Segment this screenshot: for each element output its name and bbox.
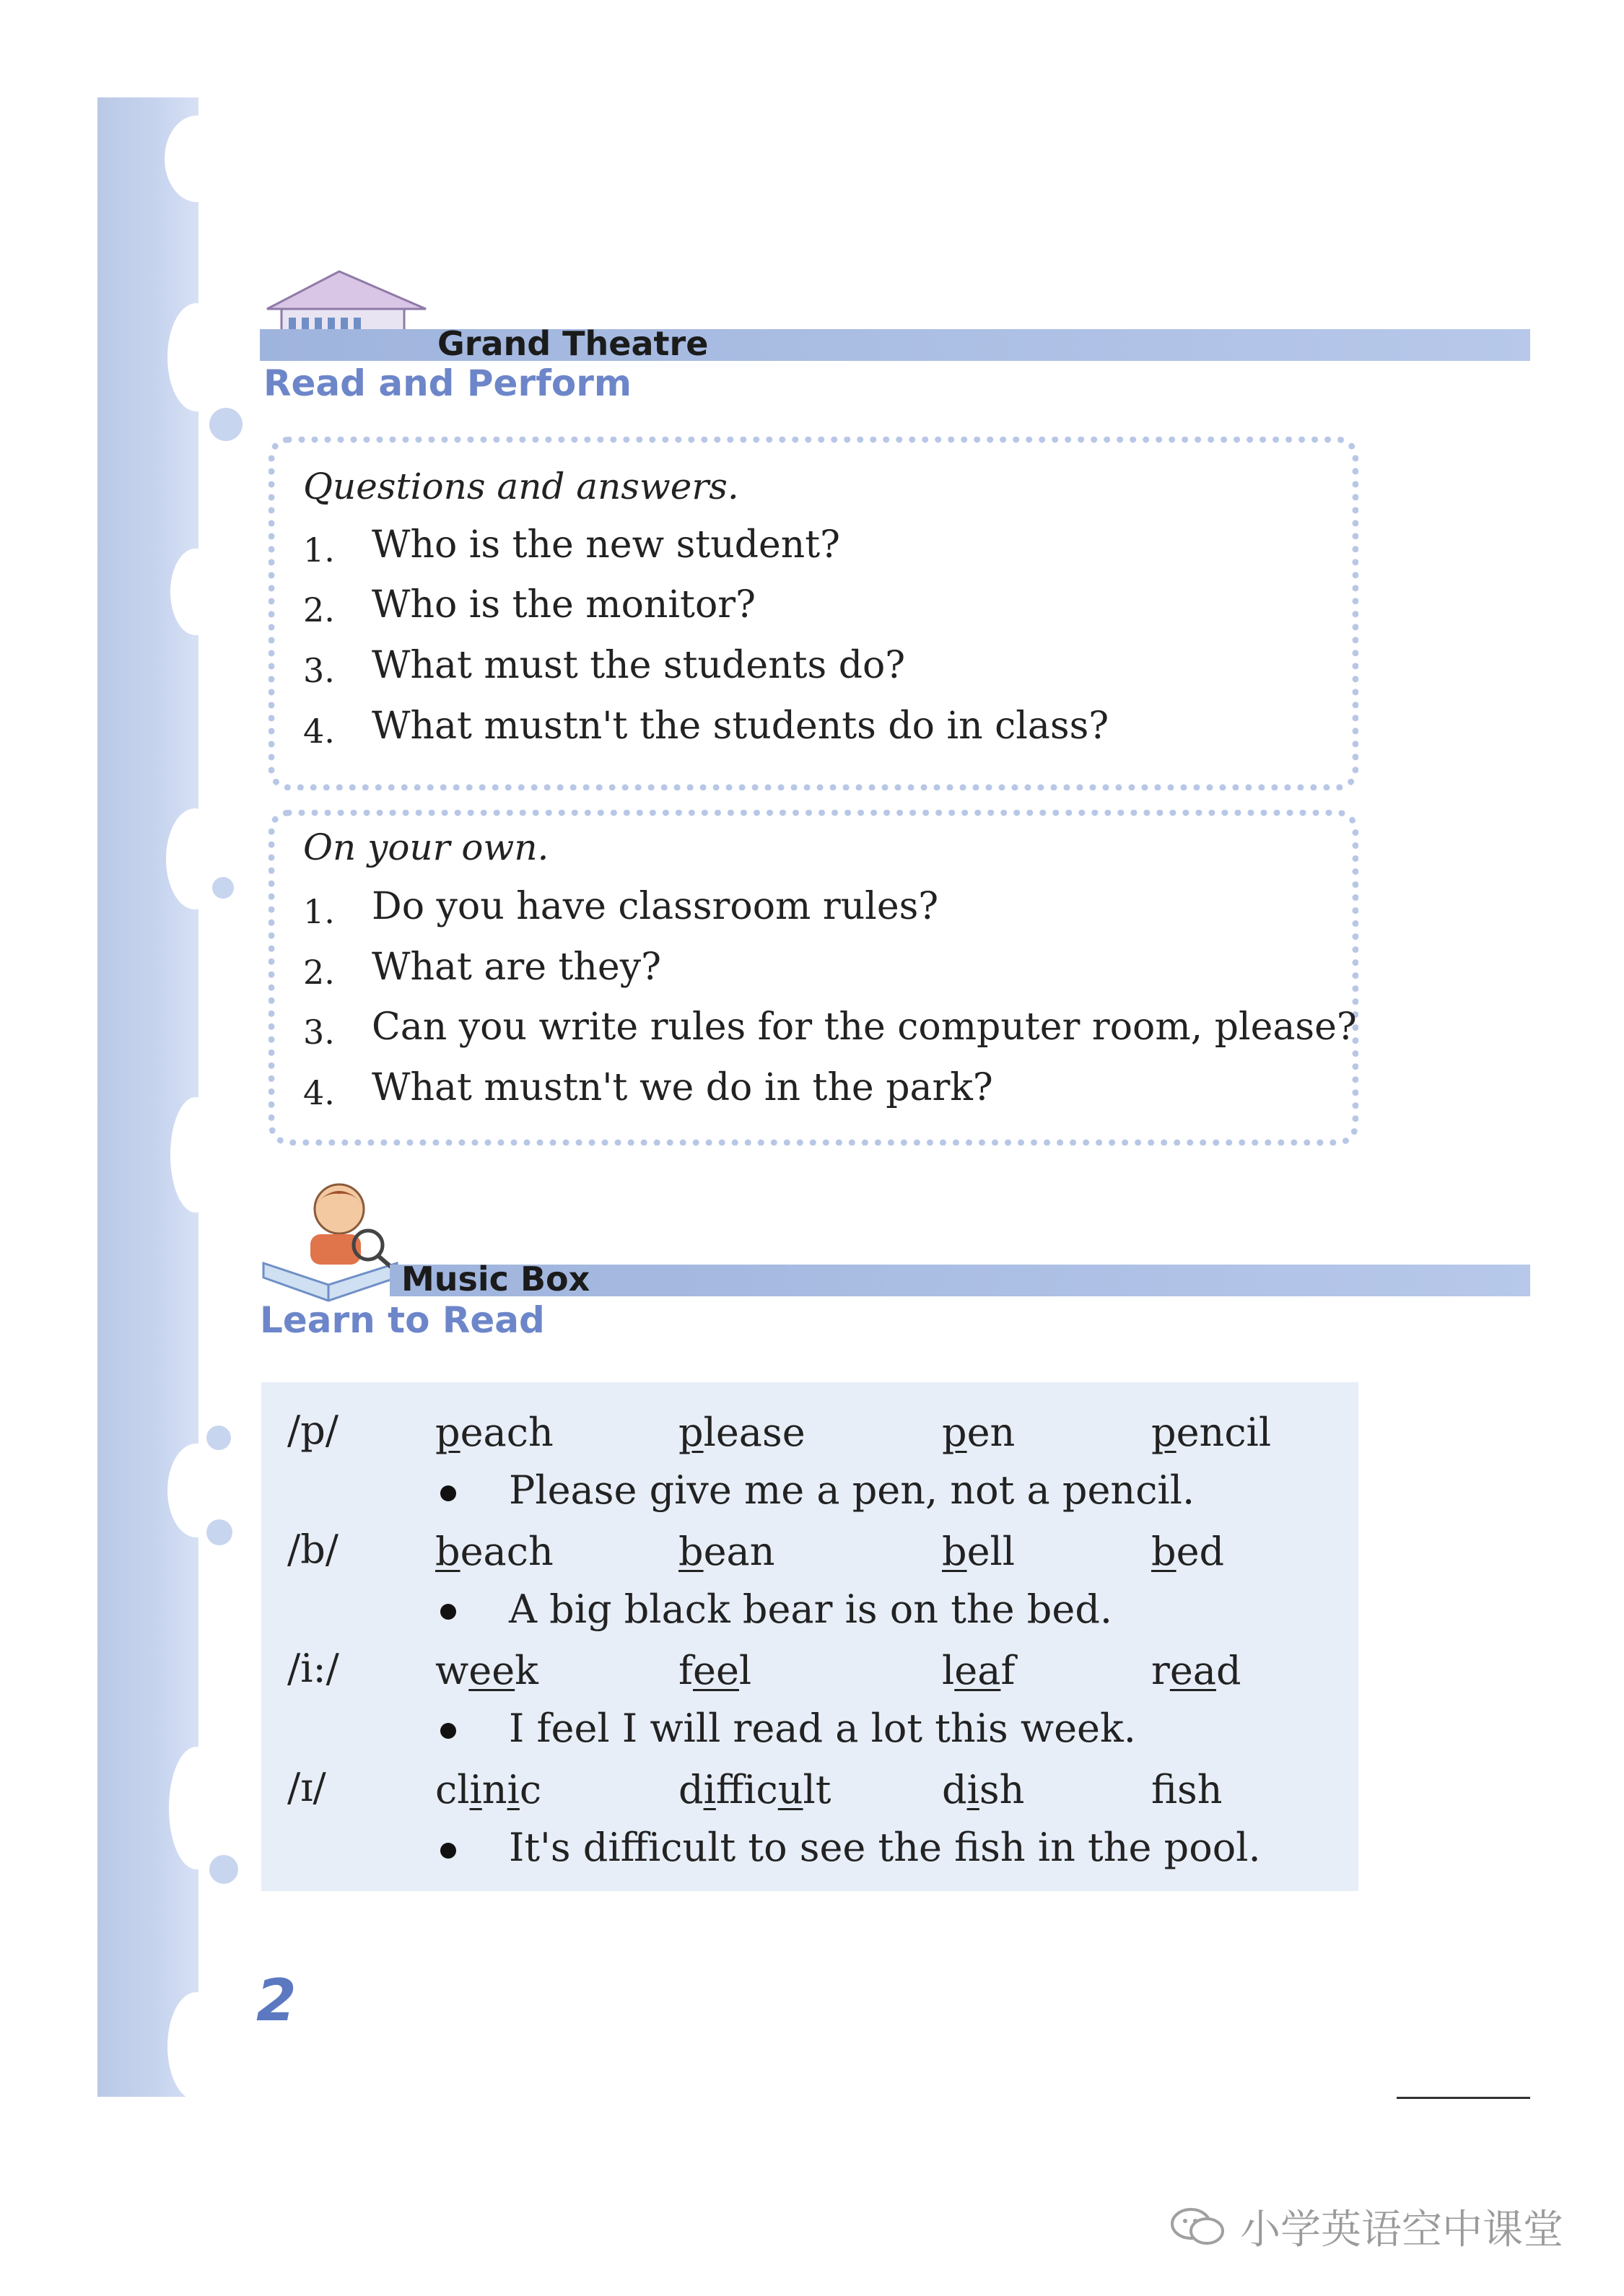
phonetic-symbol: /b/ bbox=[287, 1527, 339, 1572]
decorative-dot bbox=[209, 1855, 238, 1884]
phonics-word: pen bbox=[942, 1410, 1016, 1455]
phonetic-symbol: /ɪ/ bbox=[287, 1765, 326, 1810]
section-subtitle: Learn to Read bbox=[260, 1299, 545, 1341]
section-title: Grand Theatre bbox=[437, 324, 709, 363]
bullet-icon bbox=[440, 1604, 456, 1620]
question-text: Can you write rules for the computer room, please? bbox=[372, 1005, 1357, 1049]
example-sentence: A big black bear is on the bed. bbox=[509, 1586, 1113, 1632]
bullet-icon bbox=[440, 1485, 456, 1501]
question-number: 2. bbox=[303, 590, 335, 629]
phonics-word: clinic bbox=[435, 1767, 542, 1812]
footer-rule bbox=[1397, 2097, 1530, 2099]
decorative-dot bbox=[206, 1519, 232, 1545]
questions-heading: Questions and answers. bbox=[303, 466, 739, 507]
question-text: What are they? bbox=[372, 946, 661, 989]
phonics-word: difficult bbox=[678, 1767, 831, 1812]
question-text: Who is the new student? bbox=[372, 523, 841, 567]
strip-wave bbox=[167, 303, 225, 411]
phonics-word: please bbox=[678, 1410, 806, 1455]
wechat-icon bbox=[1169, 2205, 1227, 2248]
example-sentence: Please give me a pen, not a pencil. bbox=[509, 1467, 1195, 1513]
section-title: Music Box bbox=[401, 1260, 590, 1298]
decorative-dot bbox=[209, 408, 243, 441]
question-text: Who is the monitor? bbox=[372, 583, 756, 627]
reading-boy-icon bbox=[260, 1177, 404, 1303]
phonics-word: peach bbox=[435, 1410, 554, 1455]
phonics-panel bbox=[261, 1382, 1358, 1891]
phonics-word: dish bbox=[942, 1767, 1025, 1812]
bullet-icon bbox=[440, 1723, 456, 1739]
watermark bbox=[1169, 2198, 1563, 2256]
strip-wave bbox=[169, 1747, 224, 1869]
page-number: 2 bbox=[256, 1967, 297, 2034]
section-subtitle: Read and Perform bbox=[263, 362, 632, 404]
question-number: 3. bbox=[303, 651, 335, 690]
question-number: 2. bbox=[303, 953, 335, 992]
question-number: 4. bbox=[303, 1073, 335, 1112]
decorative-dot bbox=[212, 877, 234, 899]
word-rest: each bbox=[460, 1410, 554, 1455]
example-sentence: It's difficult to see the fish in the pool. bbox=[509, 1825, 1261, 1870]
question-number: 1. bbox=[303, 531, 335, 569]
phonics-word: bean bbox=[678, 1529, 775, 1574]
own-heading: On your own. bbox=[303, 826, 549, 868]
question-number: 3. bbox=[303, 1013, 335, 1052]
bullet-icon bbox=[440, 1843, 456, 1859]
phonics-word: leaf bbox=[942, 1648, 1016, 1693]
example-sentence: I feel I will read a lot this week. bbox=[509, 1706, 1136, 1751]
phonics-word: bed bbox=[1151, 1529, 1225, 1574]
decorative-dot bbox=[206, 1426, 231, 1450]
phonics-word: beach bbox=[435, 1529, 554, 1574]
phonics-word: pencil bbox=[1151, 1410, 1272, 1455]
strip-wave bbox=[165, 115, 230, 202]
phonetic-symbol: /i:/ bbox=[287, 1646, 339, 1691]
phonics-word: fsh bbox=[1151, 1767, 1223, 1812]
question-number: 4. bbox=[303, 712, 335, 751]
phonics-word: feel bbox=[678, 1648, 752, 1693]
strip-wave bbox=[167, 1992, 225, 2100]
strip-wave bbox=[170, 1097, 221, 1213]
question-number: 1. bbox=[303, 892, 335, 931]
phonics-word: bell bbox=[942, 1529, 1016, 1574]
question-text: What mustn't the students do in class? bbox=[372, 704, 1109, 748]
question-text: What mustn't we do in the park? bbox=[372, 1066, 993, 1109]
question-text: What must the students do? bbox=[372, 644, 906, 687]
phonics-word: read bbox=[1151, 1648, 1241, 1693]
phonics-word: week bbox=[435, 1648, 538, 1693]
question-text: Do you have classroom rules? bbox=[372, 885, 939, 928]
watermark-text: 小学英语空中课堂 bbox=[1240, 2206, 1563, 2253]
phonetic-symbol: /p/ bbox=[287, 1407, 339, 1453]
strip-wave bbox=[170, 549, 221, 635]
